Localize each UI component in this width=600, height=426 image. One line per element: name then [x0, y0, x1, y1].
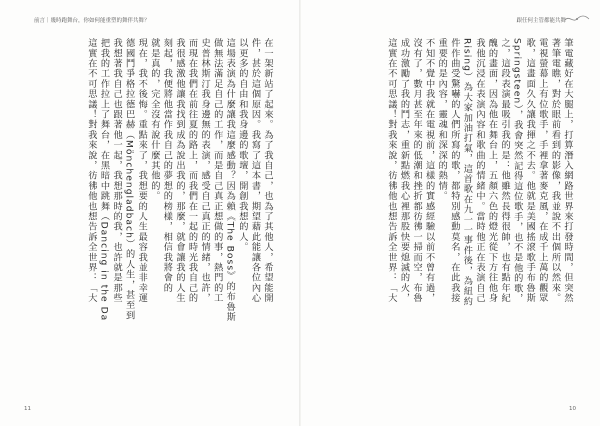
right-text-block — [326, 38, 572, 388]
text-column: 著筆電瞧，對於眼前看到的影像，我並說不出個所以然來。 — [549, 38, 561, 304]
text-column: Springsteen），我會突然記得這位歌手，也不是他的歌， — [511, 38, 523, 304]
text-column: 刻起，我便將他當作我自己的夢想的榜樣，相信我將會的 — [161, 38, 173, 293]
right-page — [300, 0, 600, 426]
text-column: 重要的是內容，靈魂和深深的熱情。 — [436, 38, 448, 202]
text-column: 在一架新站了起來。為了我自己，也為了其他人，希望能開 — [262, 38, 273, 304]
text-column: 這場表演為什麼讓我這麼感動？因為賴《The Boss》的布魯斯 — [224, 38, 236, 323]
text-column: Rising）為大家加油打氣，這首歌在九一一事件後，為紐約 — [461, 38, 473, 307]
text-column: 筆電藏好在大腿上，打算潛入網路世界來打發時間，但突然 — [562, 38, 573, 304]
text-column: 沒有了，數月甚至年來的低潮和挫折都彷彿一掃而空，布魯 — [411, 38, 423, 304]
page-number: 10 — [569, 406, 576, 412]
text-column: 我他沉浸在表演內容和歌曲的情緒中。當時他正在表演自己 — [473, 38, 485, 304]
text-column: 做無法滿足自己的工作，而是自己真正想做的事，熱門的工 — [211, 38, 223, 304]
text-column: 而現在我們在前往夏的路上，而我們在一起的時光我自己的 — [186, 38, 198, 304]
text-column: 這實在不可思議！對我來說，彷彿他也想告訴全世界：「大 — [85, 38, 97, 304]
text-column: 我很感激他讓我找到成為說出我的，那麼，就會讓我的人生 — [173, 38, 185, 304]
running-header: 跟任何主管都能共舞 — [516, 18, 566, 24]
text-column: 以更多的自由和我身邊的歌壇，開創我想的人。 — [236, 38, 248, 253]
text-column: 電視螢幕上有位歌手，手裡拿著麥克風，在成千上萬的觀眾 — [536, 38, 548, 304]
left-text-block — [30, 38, 272, 388]
page-number: 11 — [24, 406, 31, 412]
text-column: 歌，這畫面久久讓我揮之不去。他就是美國搖滾歌手布魯斯 — [524, 38, 536, 304]
running-header: 前言｜幾時跑舞台，你如何能重塑的舞伴共舞？ — [34, 18, 150, 24]
text-column: 之，這段表演最吸引我的是：他雖然長得很帥，也有點年紀 — [499, 38, 511, 304]
text-column: 醜的畫面，因為他在舞台上，五顏六色的燈光從下方往他身 — [486, 38, 498, 304]
text-column: 史普林斯汀我身邊無的表演，感受自己真正的情緒，也許， — [199, 38, 211, 304]
decorative-ornament-icon — [564, 14, 590, 24]
text-column: 把我的工作拉上了舞台，在黑暗中跳舞（Dancing in the Da — [98, 38, 110, 322]
text-column: 現在，我不後悔。重點來了，我想要的人生最容我並非幸運 — [136, 38, 148, 304]
text-column: 德國鬥爭格拉德巴赫（Mönchengladbach）的人生，甚至到 — [123, 38, 135, 321]
text-column: 成功激勵了我的鬥志，重新點燃我心裡那股快要熄滅的火， — [398, 38, 410, 304]
text-column: 這實在不可思議！對我來說，彷彿他也想告訴全世界：「大 — [385, 38, 397, 304]
text-column: 件作曲受驚嚇的人們所寫的歌，都特別感動莫名，在此我接 — [448, 38, 460, 304]
text-column: 就是真的，完全沒有說什麼其他的。 — [148, 38, 160, 202]
text-column: 我想著我自己也跟著他一起，我想那時的我，也許就是那些 — [111, 38, 123, 304]
text-column: 不知不覺中我就在電視前，這樣的實感經驗以前不曾有過， — [423, 38, 435, 304]
text-column: 件，甚於這個原因。我寫了這本書，期望藉此能讓各位內心 — [249, 38, 261, 304]
